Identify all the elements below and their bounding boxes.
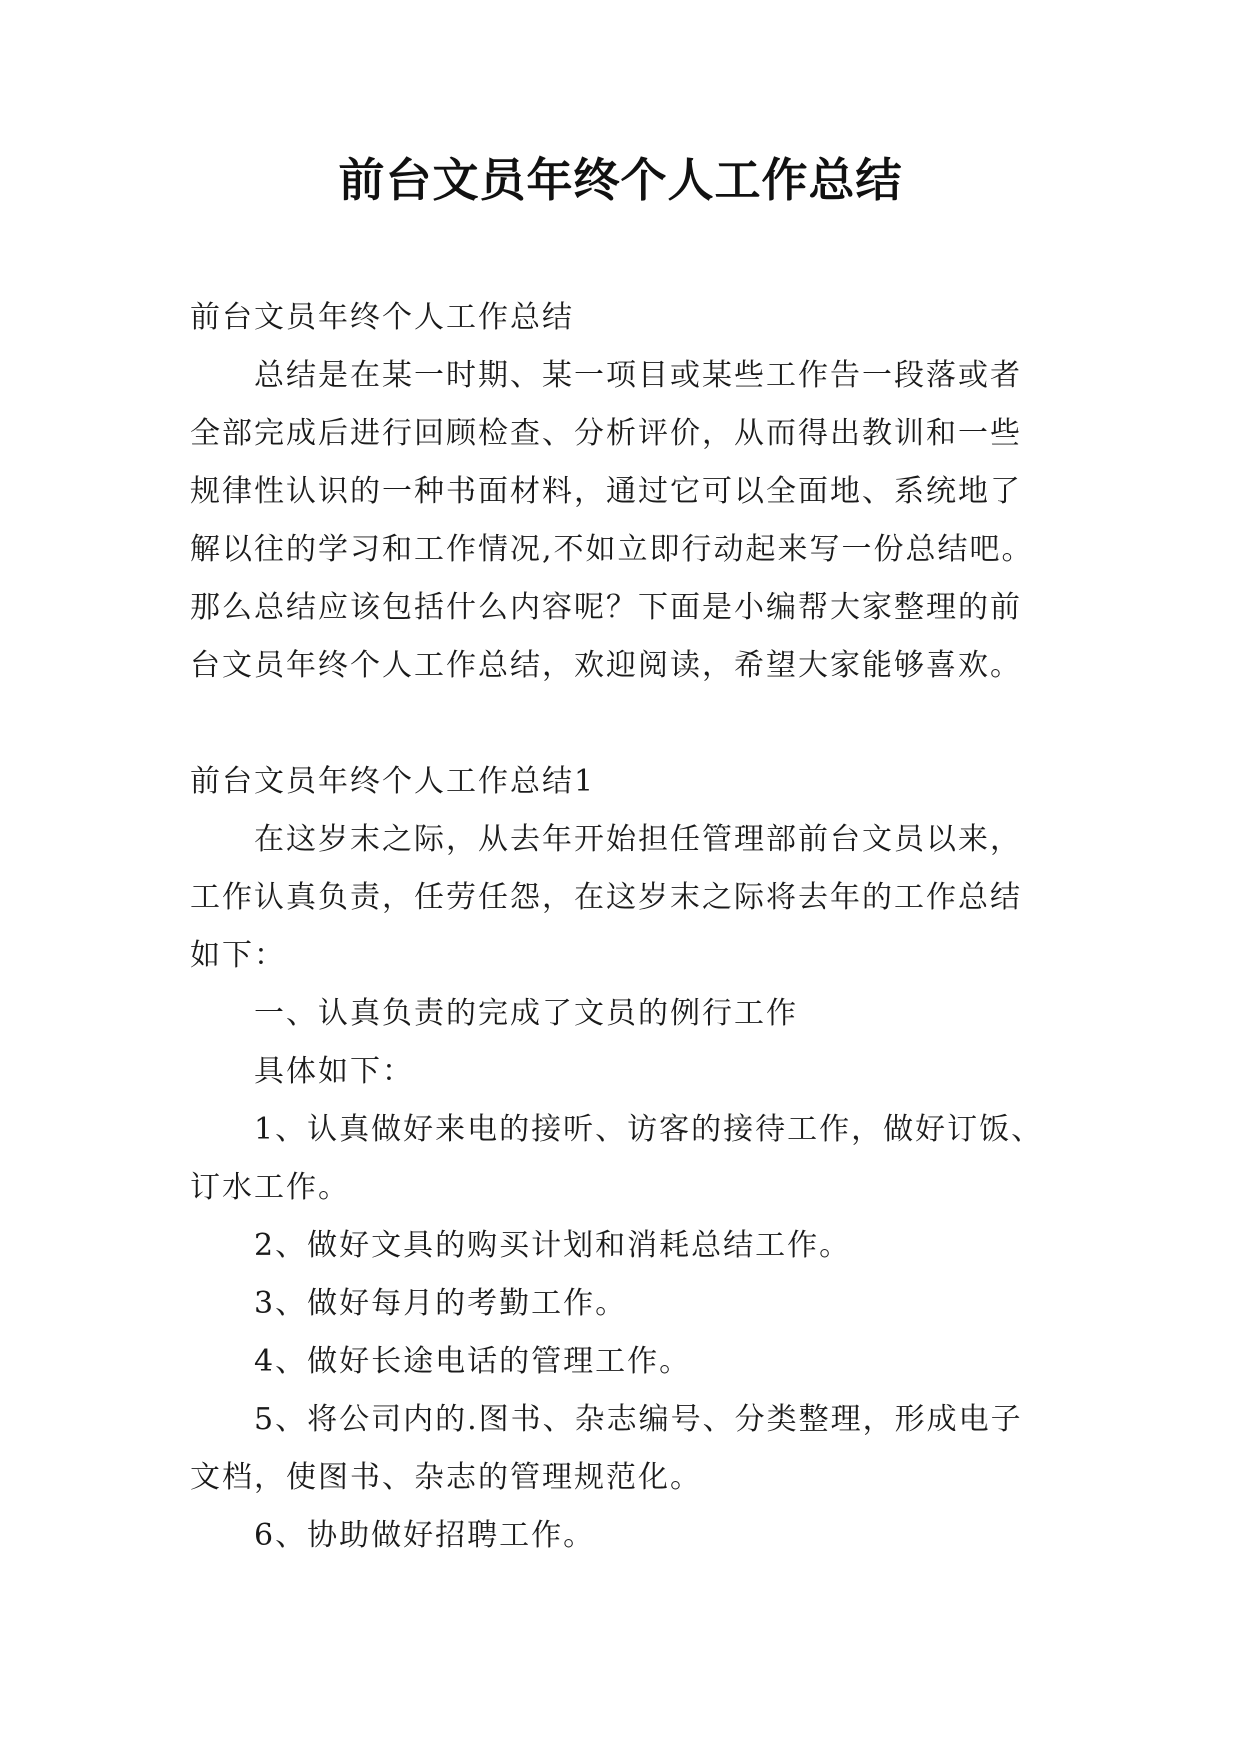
list-item: 5、将公司内的.图书、杂志编号、分类整理，形成电子文档，使图书、杂志的管理规范化。 bbox=[190, 1402, 1023, 1495]
list-item: 3、做好每月的考勤工作。 bbox=[254, 1286, 628, 1321]
section-paragraph: 在这岁末之际，从去年开始担任管理部前台文员以来，工作认真负责，任劳任怨，在这岁末之际将去年的工作总结如下： bbox=[190, 822, 1022, 973]
paragraph-gap bbox=[190, 695, 1050, 753]
document-body bbox=[190, 289, 1050, 1565]
list-item: 2、做好文具的购买计划和消耗总结工作。 bbox=[254, 1228, 852, 1263]
document-title: 前台文员年终个人工作总结 bbox=[338, 153, 903, 207]
list-item: 4、做好长途电话的管理工作。 bbox=[254, 1344, 692, 1379]
list-item: 1、认真做好来电的接听、访客的接待工作，做好订饭、订水工作。 bbox=[190, 1112, 1044, 1205]
list-item: 6、协助做好招聘工作。 bbox=[254, 1518, 596, 1553]
document-subtitle: 前台文员年终个人工作总结 bbox=[190, 300, 574, 335]
item-heading: 一、认真负责的完成了文员的例行工作 bbox=[254, 996, 798, 1031]
section-heading: 前台文员年终个人工作总结1 bbox=[190, 764, 596, 799]
item-subheading: 具体如下： bbox=[254, 1054, 414, 1089]
intro-paragraph: 总结是在某一时期、某一项目或某些工作告一段落或者全部完成后进行回顾检查、分析评价，从而得出教训和一些规律性认识的一种书面材料，通过它可以全面地、系统地了解以往的学习和工作情况,不如立即行动起来写一份总结吧。那么总结应该包括什么内容呢？下面是小编帮大家整理的前台文员年终个人工作总结，欢迎阅读，希望大家能够喜欢。 bbox=[190, 358, 1034, 683]
